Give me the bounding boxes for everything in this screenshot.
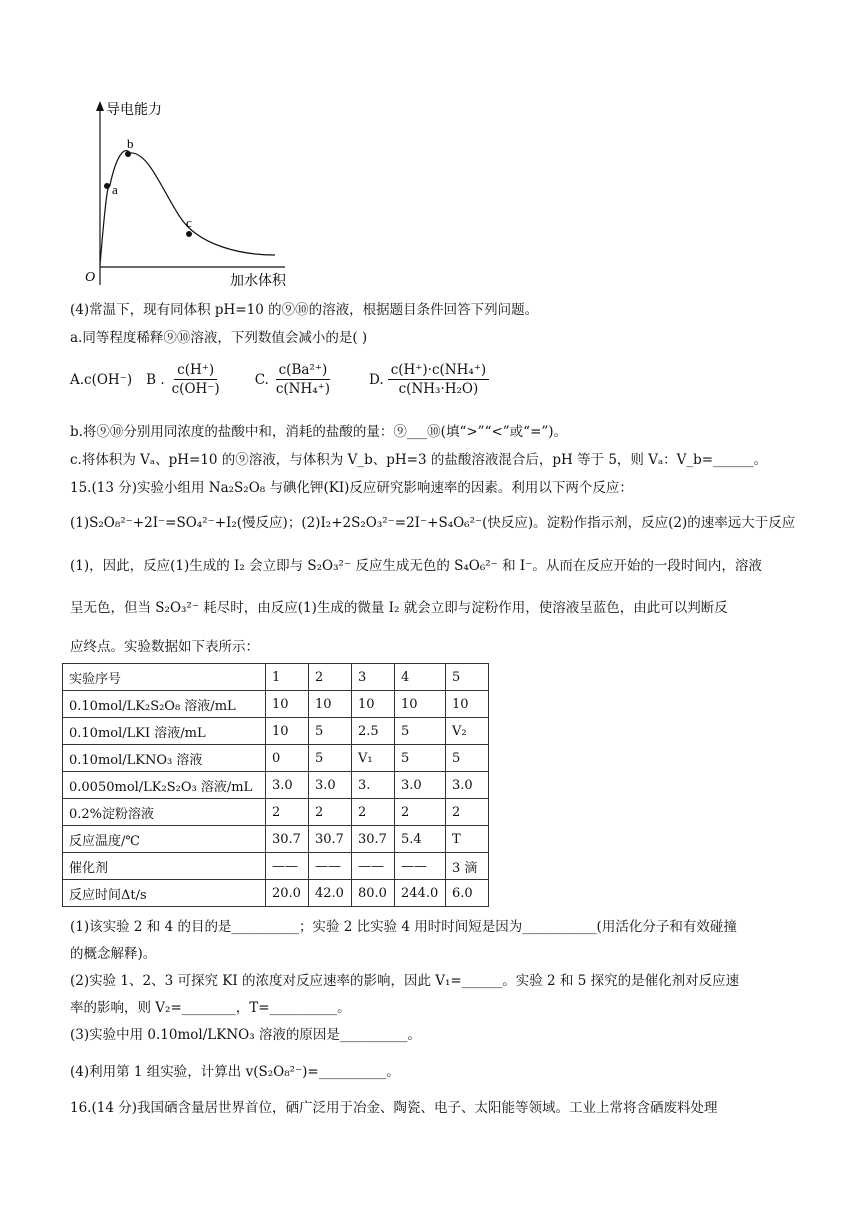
table-cell: 30.7 — [309, 826, 352, 853]
table-row-label: 0.0050mol/LK₂S₂O₃ 溶液/mL — [63, 772, 266, 799]
table-row — [63, 691, 489, 718]
table-row-label: 催化剂 — [63, 853, 266, 880]
q14-c-line: c.将体积为 Vₐ、pH=10 的⑨溶液，与体积为 V_b、pH=3 的盐酸溶液混合后，pH 等于 5，则 Vₐ：V_b=______。 — [70, 452, 768, 468]
table-row-label: 反应温度/℃ — [63, 826, 266, 853]
table-row — [63, 772, 489, 799]
q14-b-line: b.将⑨⑩分别用同浓度的盐酸中和，消耗的盐酸的量：⑨___⑩(填“>”“<”或“=”)。 — [70, 424, 568, 440]
table-row-label: 0.10mol/LKNO₃ 溶液 — [63, 745, 266, 772]
table-cell: 4 — [395, 664, 446, 691]
label-c: c — [186, 215, 192, 230]
q15-s1b: 的概念解释)。 — [70, 946, 157, 962]
option-a: A.c(OH⁻) — [70, 371, 133, 388]
point-b — [125, 151, 131, 157]
table-cell: —— — [266, 853, 309, 880]
q15-line3: 呈无色，但当 S₂O₃²⁻ 耗尽时，由反应(1)生成的微量 I₂ 就会立即与淀粉作用，使溶液呈蓝色，由此可以判断反 — [70, 600, 728, 616]
table-cell: 3.0 — [446, 772, 489, 799]
table-cell: 3.0 — [395, 772, 446, 799]
table-row — [63, 880, 489, 907]
table-cell: 244.0 — [395, 880, 446, 907]
table-cell: 10 — [266, 718, 309, 745]
table-cell: 3 滴 — [446, 853, 489, 880]
table-cell: 2 — [309, 799, 352, 826]
table-cell: 30.7 — [352, 826, 395, 853]
table-cell: V₂ — [446, 718, 489, 745]
table-cell: 10 — [266, 691, 309, 718]
table-row — [63, 853, 489, 880]
table-cell: 3 — [352, 664, 395, 691]
table-cell: 20.0 — [266, 880, 309, 907]
table-cell: 5 — [309, 745, 352, 772]
table-cell: 30.7 — [266, 826, 309, 853]
table-cell: 1 — [266, 664, 309, 691]
option-b-fraction: $\frac{c(H^+)}{c(OH^-)}$ — [171, 362, 220, 397]
table-cell: 2 — [309, 664, 352, 691]
table-cell: 5 — [446, 745, 489, 772]
table-cell: 3.0 — [266, 772, 309, 799]
table-cell: 5 — [395, 718, 446, 745]
table-header-row — [63, 664, 489, 691]
q14-a-stem: a.同等程度稀释⑨⑩溶液，下列数值会减小的是( ) — [70, 330, 368, 346]
q15-line1: (1)S₂O₈²⁻+2I⁻=SO₄²⁻+I₂(慢反应)；(2)I₂+2S₂O₃²⁻=2I⁻+S₄O₆²⁻(快反应)。淀粉作指示剂，反应(2)的速率远大于反应 — [70, 515, 796, 531]
table-cell: 0 — [266, 745, 309, 772]
conductivity-graph — [80, 95, 340, 295]
table-cell: 5.4 — [395, 826, 446, 853]
table-cell: 10 — [309, 691, 352, 718]
table-cell: 6.0 — [446, 880, 489, 907]
table-row-label: 0.2%淀粉溶液 — [63, 799, 266, 826]
label-b: b — [127, 136, 134, 151]
option-d-label: D. — [369, 371, 384, 388]
table-cell: 5 — [309, 718, 352, 745]
conductivity-curve — [100, 151, 275, 265]
table-cell: 2 — [395, 799, 446, 826]
q15-line4: 应终点。实验数据如下表所示： — [70, 639, 259, 655]
table-cell: T — [446, 826, 489, 853]
table-cell: 5 — [395, 745, 446, 772]
table-cell: V₁ — [352, 745, 395, 772]
q15-s2a: (2)实验 1、2、3 可探究 KI 的浓度对反应速率的影响，因此 V₁=______。实验 2 和 5 探究的是催化剂对反应速 — [70, 973, 740, 989]
table-cell: 2 — [446, 799, 489, 826]
table-cell: 2.5 — [352, 718, 395, 745]
table-cell: 2 — [266, 799, 309, 826]
table-row-label: 0.10mol/LK₂S₂O₈ 溶液/mL — [63, 691, 266, 718]
table-cell: 2 — [352, 799, 395, 826]
q14-p4-intro: (4)常温下，现有同体积 pH=10 的⑨⑩的溶液，根据题目条件回答下列问题。 — [70, 302, 539, 318]
table-row — [63, 718, 489, 745]
table-cell: 3.0 — [309, 772, 352, 799]
x-axis-label: 加水体积 — [230, 273, 286, 289]
q15-s1a: (1)该实验 2 和 4 的目的是__________；实验 2 比实验 4 用时时间短是因为___________(用活化分子和有效碰撞 — [70, 919, 737, 935]
table-row-label: 0.10mol/LKI 溶液/mL — [63, 718, 266, 745]
point-c — [186, 231, 192, 237]
table-cell: 10 — [395, 691, 446, 718]
option-d-fraction: $\frac{\text{c(H⁺)·c(NH₄⁺)}}{\text{c(NH₃·H₂O)}}$ — [388, 361, 490, 398]
y-axis-label: 导电能力 — [106, 102, 162, 118]
table-cell: —— — [395, 853, 446, 880]
label-a: a — [112, 182, 118, 197]
table-row-label: 实验序号 — [63, 664, 266, 691]
origin-label: O — [85, 270, 96, 285]
table-cell: —— — [352, 853, 395, 880]
table-cell: 80.0 — [352, 880, 395, 907]
q15-header: 15.(13 分)实验小组用 Na₂S₂O₈ 与碘化钾(KI)反应研究影响速率的因素。利用以下两个反应： — [70, 480, 633, 496]
table-cell: 10 — [446, 691, 489, 718]
q15-line2: (1)，因此，反应(1)生成的 I₂ 会立即与 S₂O₃²⁻ 反应生成无色的 S₄O₆²⁻ 和 I⁻。从而在反应开始的一段时间内，溶液 — [70, 558, 762, 574]
table-cell: 42.0 — [309, 880, 352, 907]
option-c-fraction: $\frac{\text{c(Ba²⁺)}}{\text{c(NH₄⁺)}}$ — [275, 362, 331, 397]
q14-options — [70, 361, 493, 398]
table-cell: 10 — [352, 691, 395, 718]
table-cell: 5 — [446, 664, 489, 691]
table-cell: 3. — [352, 772, 395, 799]
q15-s4: (4)利用第 1 组实验，计算出 v(S₂O₈²⁻)=__________。 — [70, 1064, 400, 1080]
table-row-label: 反应时间Δt/s — [63, 880, 266, 907]
q15-s2b: 率的影响，则 V₂=________，T=__________。 — [70, 1000, 351, 1016]
table-row — [63, 826, 489, 853]
table-row — [63, 745, 489, 772]
table-row — [63, 799, 489, 826]
experiment-table — [62, 663, 489, 907]
point-a — [104, 183, 110, 189]
q16-line: 16.(14 分)我国硒含量居世界首位，硒广泛用于冶金、陶瓷、电子、太阳能等领域。工业上常将含硒废料处理 — [70, 1100, 718, 1116]
option-b-label: B . — [146, 371, 165, 388]
table-cell: —— — [309, 853, 352, 880]
option-c-label: C. — [254, 371, 269, 388]
q15-s3: (3)实验中用 0.10mol/LKNO₃ 溶液的原因是__________。 — [70, 1027, 421, 1043]
